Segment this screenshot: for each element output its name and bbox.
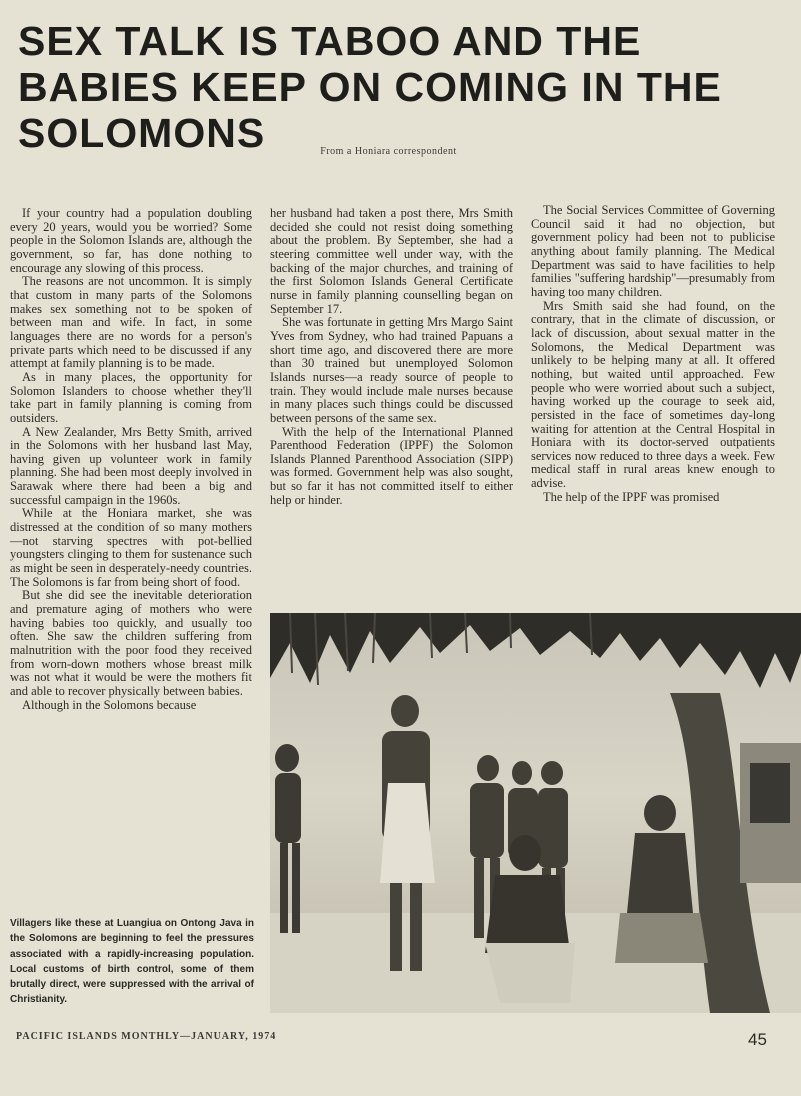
paragraph: As in many places, the opportunity for Solomon Islanders to choose whether they'll take part in family planning is coming from outsiders. bbox=[10, 369, 252, 425]
headline: SEX TALK IS TABOO AND THE BABIES KEEP ON COMING IN THE SOLOMONS bbox=[18, 18, 722, 156]
villagers-photo bbox=[270, 613, 801, 1013]
footer-publication: PACIFIC ISLANDS MONTHLY—JANUARY, 1974 bbox=[16, 1031, 277, 1042]
paragraph: She was fortunate in getting Mrs Margo Saint Yves from Sydney, who had trained Papuans a short time ago, and discovered there are more than 30 trained but unemployed Solomon Islands nurses—a ready source of people to train. They would include male nurses because in many places such things could be discussed between persons of the same sex. bbox=[270, 315, 513, 425]
villagers-photo-illustration bbox=[270, 613, 801, 1013]
paragraph: With the help of the International Planned Parenthood Federation (IPPF) the Solomon Islands Planned Parenthood Association (SIPP) was formed. Government help was also sought, but so far it has not committed itself to either help or hinder. bbox=[270, 424, 513, 507]
paragraph: her husband had taken a post there, Mrs Smith decided she could not resist doing something about the problem. By September, she had a steering committee well under way, with the backing of the major churches, and training of the first Solomon Islands General Certificate nurse in family planning counselling began on September 17. bbox=[270, 206, 513, 316]
article-column-1 bbox=[10, 207, 252, 712]
paragraph: The Social Services Committee of Governing Council said it had no objection, but government policy had been not to publicise anything about family planning. The Medical Department was said to have facilities to help families "suffering hardship"—presumably from having too many children. bbox=[531, 203, 775, 299]
article-column-2 bbox=[270, 207, 513, 507]
paragraph: Although in the Solomons because bbox=[22, 697, 197, 712]
paragraph: Mrs Smith said she had found, on the contrary, that in the climate of discussion, or lack of discussion, about sexual matter in the Solomons, the Medical Department was unlikely to be helping many at all. It offered nothing, but waited until approached. Few people who were worried about such a subject, having worked up the courage to seek aid, persisted in the face of sometimes day-long waiting for attention at the Central Hospital in Honiara with its doctor-served outpatients services now reduced to three days a week. Few medical staff in rural areas knew enough to advise. bbox=[531, 298, 775, 491]
paragraph: The help of the IPPF was promised bbox=[543, 489, 720, 504]
paragraph: If your country had a population doubling every 20 years, would you be worried? Some people in the Solomon Islands are, although the government, so far, has done nothing to encourage any slowing of this process. bbox=[10, 206, 252, 275]
paragraph: The reasons are not uncommon. It is simply that custom in many parts of the Solomons makes sex something not to be spoken of between man and wife. In fact, in some languages there are no words for a person's private parts which need to be discussed if any attempt at family planning is to be made. bbox=[10, 274, 252, 371]
paragraph: But she did see the inevitable deterioration and premature aging of mothers who were having babies too quickly, and usually too often. She saw the children suffering from malnutrition with the poor food they received from worn-down mothers whose breast milk was not what it would be were the mothers fit and able to recover physically between babies. bbox=[10, 588, 252, 698]
page-number: 45 bbox=[748, 1030, 767, 1049]
byline: From a Honiara correspondent bbox=[320, 146, 457, 157]
paragraph: A New Zealander, Mrs Betty Smith, arrived in the Solomons with her husband last May, having given up volunteer work in family planning. She had been most deeply involved in Sarawak where there had been a big and successful campaign in the 1960s. bbox=[10, 424, 252, 507]
article-column-3 bbox=[531, 204, 775, 504]
photo-caption: Villagers like these at Luangiua on Ontong Java in the Solomons are beginning to feel the pressures associated with a rapidly-increasing population. Local customs of birth control, some of them brutally direct, were suppressed with the arrival of Christianity. bbox=[10, 918, 254, 1006]
paragraph: While at the Honiara market, she was distressed at the condition of so many mothers—not starving spectres with pot-bellied youngsters clinging to them for sustenance such as might be seen in desperately-needy countries. The Solomons is far from being short of food. bbox=[10, 506, 252, 589]
